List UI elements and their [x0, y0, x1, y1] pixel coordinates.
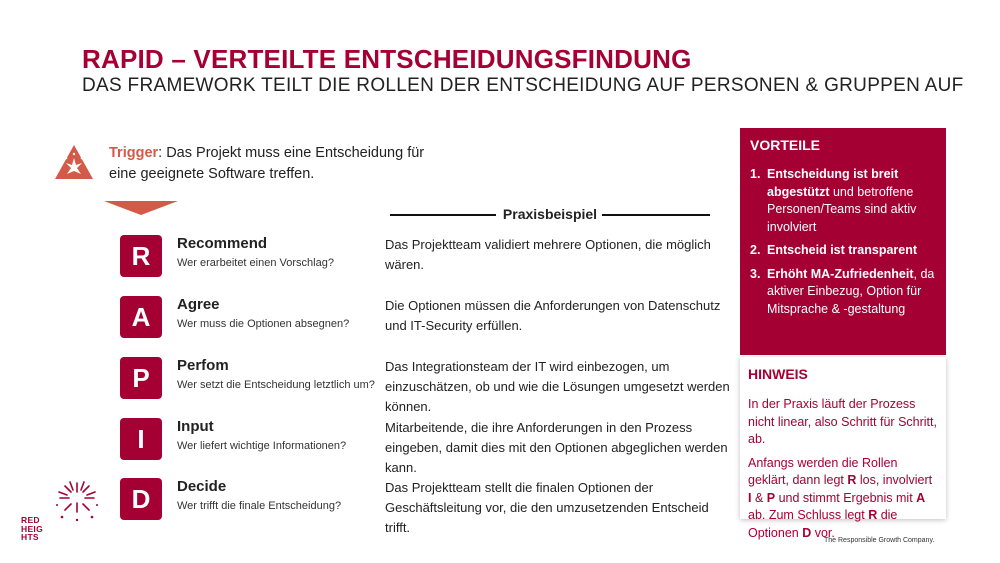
hinweis-role-letter: P — [766, 490, 776, 505]
vorteile-list — [750, 166, 936, 318]
rapid-row-agree — [0, 296, 740, 340]
hinweis-role-letter: R — [847, 473, 857, 487]
item-number: 1. — [750, 167, 761, 181]
down-arrow-icon — [104, 201, 178, 215]
vorteile-item — [750, 266, 936, 319]
item-text: und betroffene Personen/Teams sind aktiv involviert — [767, 184, 917, 234]
trigger-description: : Das Projekt muss eine Entscheidung für eine geeignete Software treffen. — [109, 145, 425, 182]
item-number: 3. — [750, 266, 761, 281]
role-question: Wer trifft die finale Entscheidung? — [177, 500, 342, 512]
praxis-label: Praxisbeispiel — [502, 206, 598, 222]
footer-tagline: The Responsible Growth Company. — [824, 537, 935, 544]
firework-icon — [54, 479, 100, 525]
role-title: Decide — [177, 478, 227, 495]
hinweis-paragraph-2 — [748, 455, 938, 543]
letter-badge: R — [120, 235, 162, 277]
vorteile-item — [750, 242, 936, 260]
role-question: Wer muss die Optionen absegnen? — [177, 318, 350, 330]
role-example: Die Optionen müssen die Anforderungen von Datenschutz und IT-Security erfüllen. — [385, 298, 721, 333]
page-title: RAPID – VERTEILTE ENTSCHEIDUNGSFINDUNG — [82, 44, 692, 74]
letter-badge: A — [120, 296, 162, 338]
item-number: 2. — [750, 243, 761, 257]
role-example: Das Projektteam stellt die finalen Optionen der Geschäftsleitung vor, die den umzusetzenden Entscheid trifft. — [385, 480, 709, 535]
company-logo — [21, 516, 45, 542]
role-question: Wer setzt die Entscheidung letztlich um? — [177, 379, 375, 391]
role-title: Agree — [177, 296, 220, 313]
hinweis-text: ab. Zum Schluss legt — [748, 508, 869, 522]
warning-explosion-icon — [54, 144, 94, 180]
logo-line: RED — [21, 515, 40, 525]
letter-badge: I — [120, 418, 162, 460]
hinweis-text: & — [751, 490, 767, 505]
role-title: Perfom — [177, 357, 229, 374]
logo-line: HEIG — [21, 523, 43, 534]
rapid-row-input — [0, 418, 740, 475]
trigger-label: Trigger — [109, 145, 159, 161]
praxis-header — [390, 206, 710, 224]
letter-badge: P — [120, 357, 162, 399]
role-title: Input — [177, 418, 214, 435]
role-example: Das Integrationsteam der IT wird einbezogen, um einzuschätzen, ob und wie die Lösungen umgesetzt werden können. — [385, 359, 730, 414]
hinweis-text: Anfangs werden die Rollen geklärt, dann legt — [748, 455, 898, 487]
hinweis-paragraph-1: In der Praxis läuft der Prozess nicht linear, also Schritt für Schritt, ab. — [748, 397, 937, 446]
role-question: Wer erarbeitet einen Vorschlag? — [177, 257, 334, 269]
hinweis-text: los, involviert — [856, 473, 933, 487]
hinweis-text: und stimmt Ergebnis mit — [775, 490, 917, 505]
vorteile-box — [740, 128, 946, 355]
hinweis-role-letter: R — [868, 508, 878, 522]
hinweis-text: vor. — [811, 525, 835, 540]
vorteile-title: VORTEILE — [750, 137, 821, 153]
trigger-text — [109, 143, 429, 185]
role-title: Recommend — [177, 235, 268, 252]
vorteile-item — [750, 166, 936, 236]
role-example: Das Projektteam validiert mehrere Optionen, die möglich wären. — [385, 237, 711, 272]
hinweis-title: HINWEIS — [748, 366, 808, 382]
item-highlight: Entscheid ist transparent — [767, 243, 918, 257]
hinweis-role-letter: A — [916, 490, 926, 505]
role-question: Wer liefert wichtige Informationen? — [177, 440, 347, 452]
item-highlight: Erhöht MA-Zufriedenheit — [767, 266, 914, 281]
rapid-row-recommend — [0, 235, 740, 279]
hinweis-text: die Optionen — [748, 508, 898, 540]
letter-badge: D — [120, 478, 162, 520]
rapid-row-perform — [0, 357, 740, 414]
page-subtitle: DAS FRAMEWORK TEILT DIE ROLLEN DER ENTSCHEIDUNG AUF PERSONEN & GRUPPEN AUF — [82, 75, 964, 96]
praxis-divider-right — [602, 214, 710, 216]
hinweis-box — [740, 357, 946, 540]
logo-line: HTS — [21, 532, 39, 542]
item-highlight: Entscheidung ist breit abgestützt — [767, 167, 899, 199]
item-text: , da aktiver Einbezug, Option für Mitsprache & -gestaltung — [767, 266, 935, 316]
hinweis-role-letter: D — [802, 525, 812, 540]
role-example: Mitarbeitende, die ihre Anforderungen in den Prozess eingeben, damit dies mit den Optionen abgeglichen werden kann. — [385, 420, 728, 475]
hinweis-role-letter: I — [748, 490, 752, 505]
